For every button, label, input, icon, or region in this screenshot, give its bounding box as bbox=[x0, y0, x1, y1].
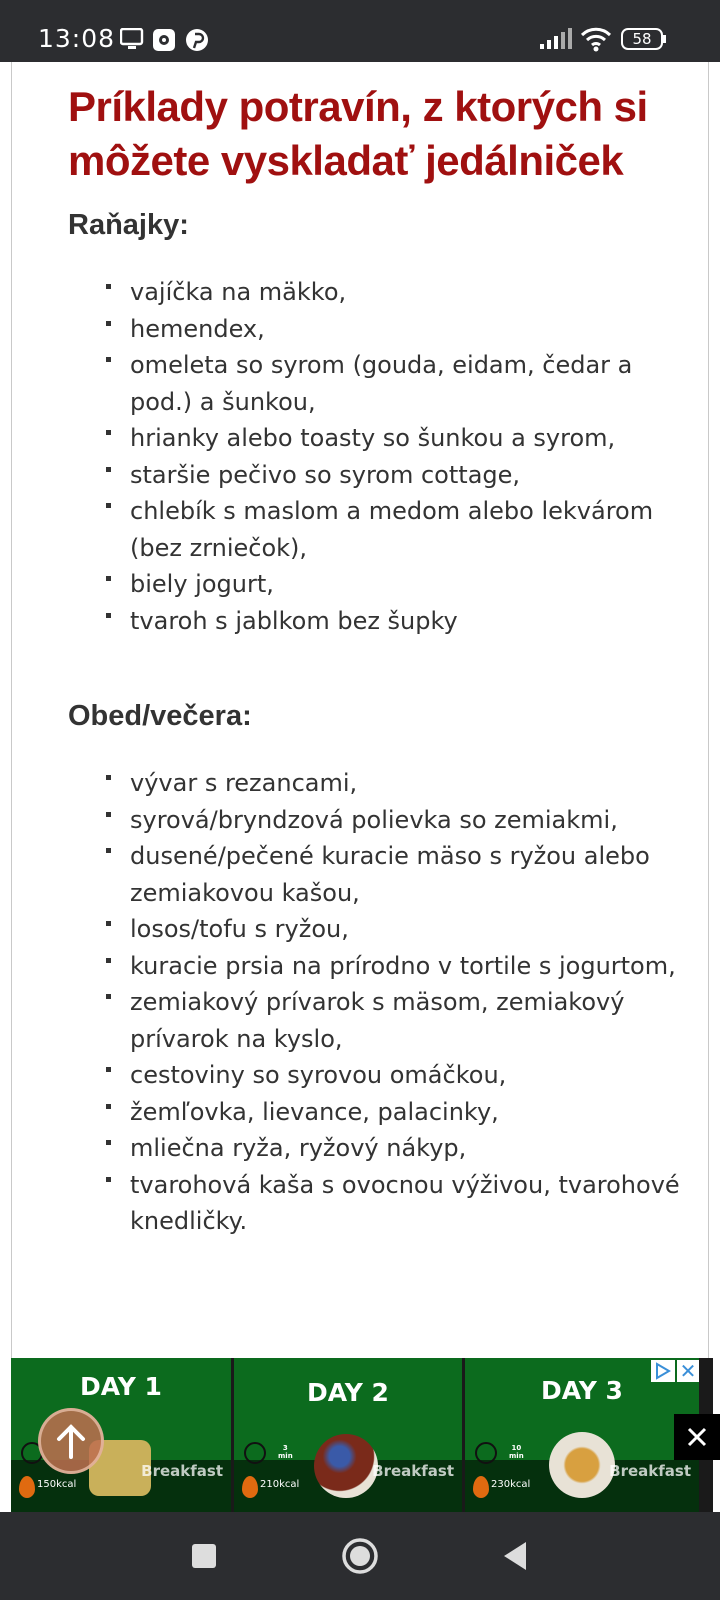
flame-icon bbox=[19, 1476, 35, 1498]
ad-min: 3 min bbox=[278, 1444, 293, 1460]
battery-icon bbox=[621, 28, 667, 50]
bullet-icon bbox=[106, 994, 111, 999]
food-list-item bbox=[106, 493, 686, 566]
food-item-text: vývar s rezancami, bbox=[130, 769, 358, 797]
ad-kcal: 210kcal bbox=[260, 1479, 300, 1490]
nav-recents-icon bbox=[144, 1512, 264, 1600]
ad-banner[interactable] bbox=[11, 1358, 713, 1512]
nav-back-icon bbox=[456, 1512, 576, 1600]
food-list-item bbox=[106, 911, 686, 948]
bullet-icon bbox=[106, 321, 111, 326]
ad-meal: Breakfast bbox=[372, 1462, 454, 1480]
ad-close-small-button[interactable]: ✕ bbox=[677, 1360, 699, 1382]
bullet-icon bbox=[106, 812, 111, 817]
ad-kcal: 230kcal bbox=[491, 1479, 531, 1490]
food-item-text: chlebík s maslom a medom alebo lekvárom (bez zrniečok), bbox=[130, 497, 654, 562]
food-item-text: žemľovka, lievance, palacinky, bbox=[130, 1097, 499, 1126]
food-item-text: hrianky alebo toasty so šunkou a syrom, bbox=[130, 424, 616, 452]
food-item-text: biely jogurt, bbox=[130, 570, 274, 598]
screen-icon bbox=[120, 28, 144, 55]
article-page bbox=[11, 62, 709, 1360]
ad-meal: Breakfast bbox=[141, 1462, 223, 1480]
food-list-item bbox=[106, 802, 686, 839]
ad-panel-day-2[interactable] bbox=[234, 1358, 462, 1512]
food-item-text: vajíčka na mäkko, bbox=[130, 278, 347, 306]
adchoices-icon[interactable] bbox=[651, 1360, 675, 1382]
food-list-item bbox=[106, 603, 686, 640]
ad-kcal: 150kcal bbox=[37, 1479, 77, 1490]
food-list-item bbox=[106, 1094, 686, 1131]
food-item-text: tvaroh s jablkom bez šupky bbox=[130, 606, 458, 635]
wifi-icon bbox=[580, 26, 612, 57]
ad-day-label: DAY 3 bbox=[541, 1376, 623, 1405]
status-time: 13:08 bbox=[38, 24, 116, 53]
bullet-icon bbox=[106, 357, 111, 362]
section-heading-lunch-dinner: Obed/večera: bbox=[68, 700, 252, 732]
food-item-text: zemiakový prívarok s mäsom, zemiakový prívarok na kyslo, bbox=[130, 988, 625, 1053]
ad-min: 10 min bbox=[509, 1444, 524, 1460]
nav-back-button[interactable] bbox=[456, 1512, 576, 1600]
food-item-text: mliečna ryža, ryžový nákyp, bbox=[130, 1134, 467, 1162]
ad-meal: Breakfast bbox=[609, 1462, 691, 1480]
clock-icon bbox=[475, 1442, 497, 1464]
close-icon bbox=[674, 1414, 720, 1460]
status-bar bbox=[0, 0, 720, 62]
food-list-item bbox=[106, 984, 686, 1057]
food-list-item bbox=[106, 347, 686, 420]
ad-day-label: DAY 1 bbox=[80, 1372, 162, 1401]
bullet-icon bbox=[106, 958, 111, 963]
ad-day-label: DAY 2 bbox=[307, 1378, 389, 1407]
food-item-text: staršie pečivo so syrom cottage, bbox=[130, 460, 521, 489]
food-list-item bbox=[106, 274, 686, 311]
pinterest-icon bbox=[185, 28, 209, 57]
food-item-text: hemendex, bbox=[130, 314, 265, 343]
close-ad-button[interactable] bbox=[674, 1414, 720, 1460]
food-list-item bbox=[106, 1167, 686, 1240]
article-title: Príklady potravín, z ktorých si môžete vyskladať jedálniček bbox=[68, 83, 648, 184]
food-item-text: losos/tofu s ryžou, bbox=[130, 915, 349, 943]
food-item-text: kuracie prsia na prírodno v tortile s jogurtom, bbox=[130, 951, 676, 980]
navigation-bar bbox=[0, 1512, 720, 1600]
nav-recents-button[interactable] bbox=[144, 1512, 264, 1600]
food-image bbox=[549, 1432, 615, 1498]
food-list-item bbox=[106, 420, 686, 457]
food-list-item bbox=[106, 457, 686, 494]
flame-icon bbox=[473, 1476, 489, 1498]
lunch-dinner-list bbox=[106, 765, 686, 1240]
scroll-top-icon bbox=[41, 1411, 101, 1471]
bullet-icon bbox=[106, 284, 111, 289]
bullet-icon bbox=[106, 1067, 111, 1072]
media-icon bbox=[152, 28, 176, 57]
bullet-icon bbox=[106, 576, 111, 581]
bullet-icon bbox=[106, 467, 111, 472]
bullet-icon bbox=[106, 503, 111, 508]
nav-home-button[interactable] bbox=[300, 1512, 420, 1600]
food-list-item bbox=[106, 838, 686, 911]
scroll-to-top-button[interactable] bbox=[38, 1408, 104, 1474]
food-list-item bbox=[106, 948, 686, 985]
food-list-item bbox=[106, 566, 686, 603]
food-item-text: syrová/bryndzová polievka so zemiakmi, bbox=[130, 805, 618, 834]
food-item-text: omeleta so syrom (gouda, eidam, čedar a pod.) a šunkou, bbox=[130, 351, 633, 416]
ad-panel-day-3[interactable] bbox=[465, 1358, 699, 1512]
bullet-icon bbox=[106, 613, 111, 618]
food-list-item bbox=[106, 765, 686, 802]
food-list-item bbox=[106, 311, 686, 348]
bullet-icon bbox=[106, 848, 111, 853]
food-image bbox=[314, 1434, 378, 1498]
battery-level: 58 bbox=[632, 30, 652, 48]
bullet-icon bbox=[106, 1104, 111, 1109]
bullet-icon bbox=[106, 430, 111, 435]
food-item-text: cestoviny so syrovou omáčkou, bbox=[130, 1061, 507, 1089]
breakfast-list bbox=[106, 274, 686, 639]
bullet-icon bbox=[106, 1177, 111, 1182]
clock-icon bbox=[244, 1442, 266, 1464]
food-item-text: tvarohová kaša s ovocnou výživou, tvarohové knedličky. bbox=[130, 1170, 680, 1235]
section-heading-breakfast: Raňajky: bbox=[68, 209, 189, 241]
food-item-text: dusené/pečené kuracie mäso s ryžou alebo zemiakovou kašou, bbox=[130, 842, 650, 907]
nav-home-icon bbox=[300, 1512, 420, 1600]
bullet-icon bbox=[106, 921, 111, 926]
food-list-item bbox=[106, 1057, 686, 1094]
flame-icon bbox=[242, 1476, 258, 1498]
bullet-icon bbox=[106, 775, 111, 780]
food-list-item bbox=[106, 1130, 686, 1167]
signal-icon bbox=[539, 26, 573, 55]
bullet-icon bbox=[106, 1140, 111, 1145]
